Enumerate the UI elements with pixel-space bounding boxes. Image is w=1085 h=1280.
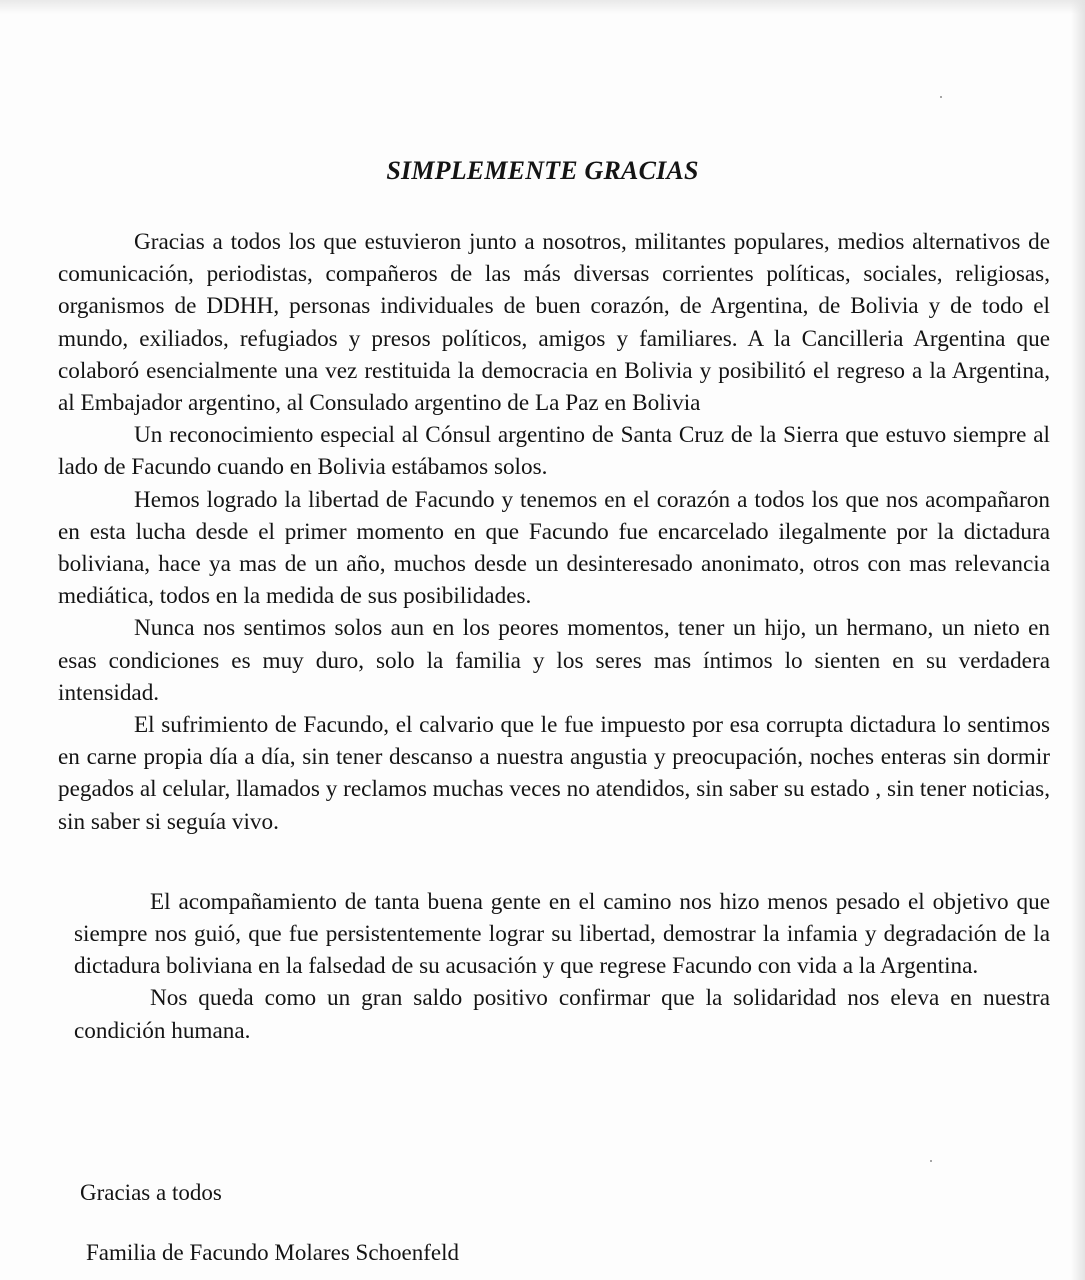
scan-shadow-top xyxy=(0,0,1085,14)
paragraph-accompaniment: El acompañamiento de tanta buena gente en el camino nos hizo menos pesado el objetivo que siempre nos guió, que fue persistentemente lograr su libertad, demostrar la infamia y degradación de la dictadura boliviana en la falsedad de su acusación y que regrese Facundo con vida a la Argentina. xyxy=(74,888,1050,980)
letter-title: SIMPLEMENTE GRACIAS xyxy=(386,156,699,185)
paragraph-consul: Un reconocimiento especial al Cónsul argentino de Santa Cruz de la Sierra que estuvo siempre al lado de Facundo cuando en Bolivia estábamos solos. xyxy=(58,422,1050,481)
paragraph-freedom: Hemos logrado la libertad de Facundo y tenemos en el corazón a todos los que nos acompañaron en esta lucha desde el primer momento en que Facundo fue encarcelado ilegalmente por la dictadura boliviana, hace ya mas de un año, muchos desde un desinteresado anonimato, otros con mas relevancia mediática, todos en la medida de sus posibilidades. xyxy=(58,486,1050,610)
scan-speck xyxy=(930,1160,932,1162)
paragraph-suffering: El sufrimiento de Facundo, el calvario que le fue impuesto por esa corrupta dictadura lo sentimos en carne propia día a día, sin tener descanso a nuestra angustia y preocupación, noches enteras sin dormir pegados al celular, llamados y reclamos muchas veces no atendidos, sin saber su estado , sin tener noticias, sin saber si seguía vivo. xyxy=(58,712,1050,835)
paragraph-solidarity: Nos queda como un gran saldo positivo confirmar que la solidaridad nos eleva en nuestra condición humana. xyxy=(74,985,1050,1044)
letter-body xyxy=(58,226,1050,1047)
scan-shadow-right xyxy=(1071,0,1085,1280)
closing-line: Gracias a todos xyxy=(80,1180,222,1205)
scan-speck xyxy=(940,96,942,98)
paragraph-gap xyxy=(58,838,1050,886)
paragraph-never-alone: Nunca nos sentimos solos aun en los peores momentos, tener un hijo, un hermano, un nieto en esas condiciones es muy duro, solo la familia y los seres mas íntimos lo sienten en su verdadera intensidad. xyxy=(58,615,1050,706)
signature-line: Familia de Facundo Molares Schoenfeld xyxy=(86,1240,460,1265)
paragraph-thanks: Gracias a todos los que estuvieron junto a nosotros, militantes populares, medios alternativos de comunicación, periodistas, compañeros de las más diversas corrientes políticas, sociales, religiosas, organismos de DDHH, personas individuales de buen corazón, de Argentina, de Bolivia y de todo el mundo, exiliados, refugiados y presos políticos, amigos y familiares. A la Cancilleria Argentina que colaboró esencialmente una vez restituida la democracia en Bolivia y posibilitó el regreso a la Argentina, al Embajador argentino, al Consulado argentino de La Paz en Bolivia xyxy=(58,229,1050,417)
